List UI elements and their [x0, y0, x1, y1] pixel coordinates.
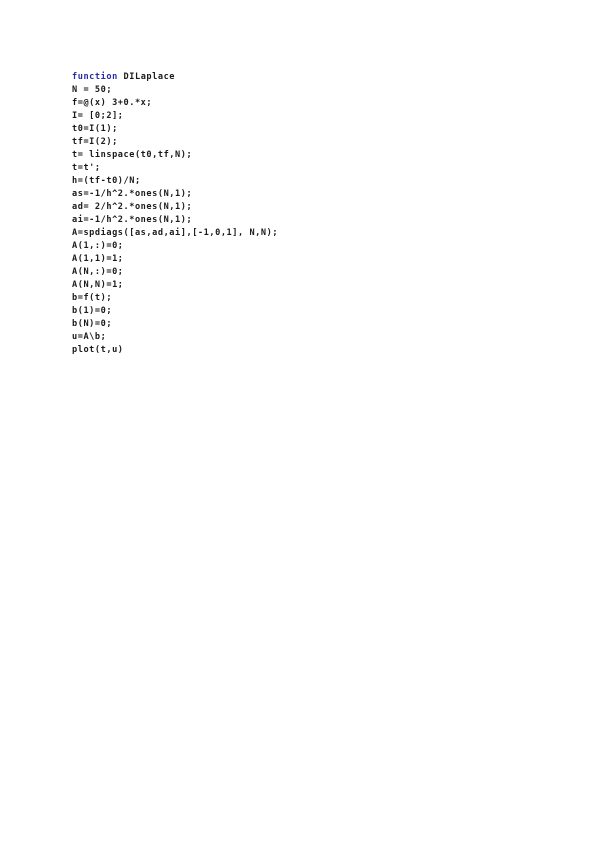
matlab-code-block	[72, 71, 278, 357]
code-line-13: A=spdiags([as,ad,ai],[-1,0,1], N,N);	[72, 228, 279, 238]
code-line-1	[72, 71, 278, 84]
code-line-9: h=(tf-t0)/N;	[72, 176, 141, 186]
code-line-21: u=A\b;	[72, 332, 107, 342]
code-line-20: b(N)=0;	[72, 319, 113, 329]
code-line-22: plot(t,u)	[72, 345, 124, 355]
code-line-10: as=-1/h^2.*ones(N,1);	[72, 189, 193, 199]
code-line-17: A(N,N)=1;	[72, 280, 124, 290]
code-line-4: I= [0;2];	[72, 111, 124, 121]
code-line-15: A(1,1)=1;	[72, 254, 124, 264]
code-line-5: t0=I(1);	[72, 124, 118, 134]
code-line-12: ai=-1/h^2.*ones(N,1);	[72, 215, 193, 225]
code-line-8: t=t';	[72, 163, 101, 173]
code-line-6: tf=I(2);	[72, 137, 118, 147]
code-line-18: b=f(t);	[72, 293, 113, 303]
code-line-16: A(N,:)=0;	[72, 267, 124, 277]
code-line-3: f=@(x) 3+0.*x;	[72, 98, 153, 108]
function-name: DILaplace	[117, 72, 176, 82]
code-line-2: N = 50;	[72, 85, 113, 95]
code-line-19: b(1)=0;	[72, 306, 113, 316]
code-line-7: t= linspace(t0,tf,N);	[72, 150, 193, 160]
code-line-11: ad= 2/h^2.*ones(N,1);	[72, 202, 193, 212]
code-line-14: A(1,:)=0;	[72, 241, 124, 251]
function-keyword: function	[72, 72, 118, 82]
